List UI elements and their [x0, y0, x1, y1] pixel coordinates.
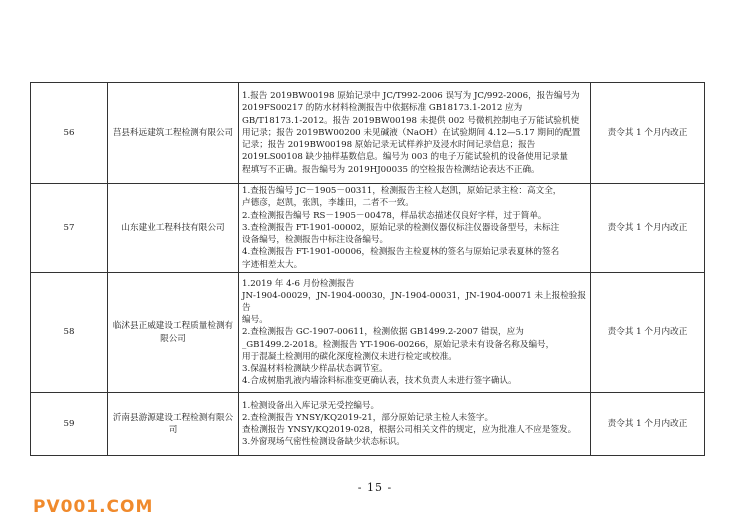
organization-name-cell: 山东建业工程科技有限公司	[108, 184, 239, 273]
issue-line: 2019LS00108 缺少抽样基数信息。编号为 003 的电子万能试验机的设备使用记录量	[242, 152, 569, 163]
issues-cell	[239, 184, 591, 273]
issue-line: JN-1904-00029，JN-1904-00030，JN-1904-00031，JN-1904-00071 未上报检验报告	[242, 290, 586, 313]
issue-line: 2.查检测报告 YNSY/KQ2019-21，部分原始记录主检人未签字。	[242, 412, 494, 423]
table-row	[31, 273, 705, 393]
row-number-cell: 59	[31, 393, 108, 456]
rectification-action-cell: 责令其 1 个月内改正	[591, 184, 705, 273]
issue-line: 3.查检测报告 FT-1901-00002，原始记录的检测仪器仪标注仪器设备型号，未标注	[242, 222, 560, 233]
organization-name-cell: 莒县科远建筑工程检测有限公司	[108, 83, 239, 184]
table-row	[31, 83, 705, 184]
issue-line: 3.外窗现场气密性检测设备缺少状态标识。	[242, 437, 405, 448]
site-watermark: PV001.COM	[33, 497, 154, 517]
issue-line: 1.2019 年 4-6 月份检测报告	[242, 278, 355, 289]
issue-line: 1.报告 2019BW00198 原始记录中 JC/T992-2006 误写为 JC/992-2006，报告编号为	[242, 91, 580, 102]
issue-line: 程填写不正确。报告编号为 2019HJ00035 的空检报告检测结论表达不正确。	[242, 164, 540, 175]
issue-line: 编号。	[242, 315, 268, 326]
issues-cell	[239, 393, 591, 456]
row-number-cell: 58	[31, 273, 108, 393]
row-number-cell: 57	[31, 184, 108, 273]
issue-line: 2019FS00217 的防水材料检测报告中依据标准 GB18173.1-2012 应为	[242, 103, 523, 114]
issue-line: 用于混凝土检测用的碳化深度检测仪未进行检定或校准。	[242, 351, 457, 362]
issue-line: 设备编号，检测报告中标注设备编号。	[242, 235, 389, 246]
rectification-action-cell: 责令其 1 个月内改正	[591, 273, 705, 393]
issue-line: 4.合成树脂乳液内墙涂料标准变更确认表，技术负责人未进行签字确认。	[242, 376, 517, 387]
issue-line: 1.查报告编号 JC－1905－00311，检测报告主检人赵凯，原始记录主检：高文全，	[242, 186, 562, 197]
issue-line: 查检测报告 YNSY/KQ2019-028，根据公司相关文件的规定，应为批准人不应是签发。	[242, 425, 577, 435]
organization-name-cell: 临沭县正威建设工程质量检测有限公司	[108, 273, 239, 393]
issue-line: 2.查检测报告编号 RS－1905－00478，样品状态描述仅良好字样，过于简单。	[242, 210, 547, 221]
issue-line: 4.查检测报告 FT-1901-00006，检测报告主检夏林的签名与原始记录表夏林的签名	[242, 247, 560, 258]
issue-line: GB/T18173.1-2012。报告 2019BW00198 未提供 002 号微机控制电子万能试验机使	[242, 115, 580, 126]
issue-line: 用记录；报告 2019BW00200 未见碱液（NaOH）在试验期间 4.12—5.17 期间的配置	[242, 127, 581, 138]
row-number-cell: 56	[31, 83, 108, 184]
table-row	[31, 393, 705, 456]
issue-line: 卢德彦，赵凯，张凯，李雄田，二者不一致。	[242, 198, 414, 209]
organization-name-cell: 沂南县游源建设工程检测有限公司	[108, 393, 239, 456]
issues-cell	[239, 273, 591, 393]
issues-cell	[239, 83, 591, 184]
issue-line: _GB1499.2-2018。检测报告 YT-1906-00266，原始记录未有设备名称及编号，	[242, 339, 555, 350]
issue-line: 1.检测设备出入库记录无受控编号。	[242, 400, 380, 411]
issue-line: 3.保温材料检测缺少样品状态调节室。	[242, 364, 388, 374]
table-row	[31, 184, 705, 273]
inspection-table-body	[31, 83, 705, 456]
inspection-table	[30, 82, 705, 456]
issue-line: 2.查检测报告 GC-1907-00611，检测依据 GB1499.2-2007 错误，应为	[242, 327, 524, 338]
rectification-action-cell: 责令其 1 个月内改正	[591, 83, 705, 184]
issue-line: 记录；报告 2019BW00198 原始记录无试样养护及浸水时间记录信息；报告	[242, 140, 536, 151]
rectification-action-cell: 责令其 1 个月内改正	[591, 393, 705, 456]
page-number: - 15 -	[357, 481, 393, 494]
issue-line: 字迹相差太大。	[242, 259, 303, 270]
